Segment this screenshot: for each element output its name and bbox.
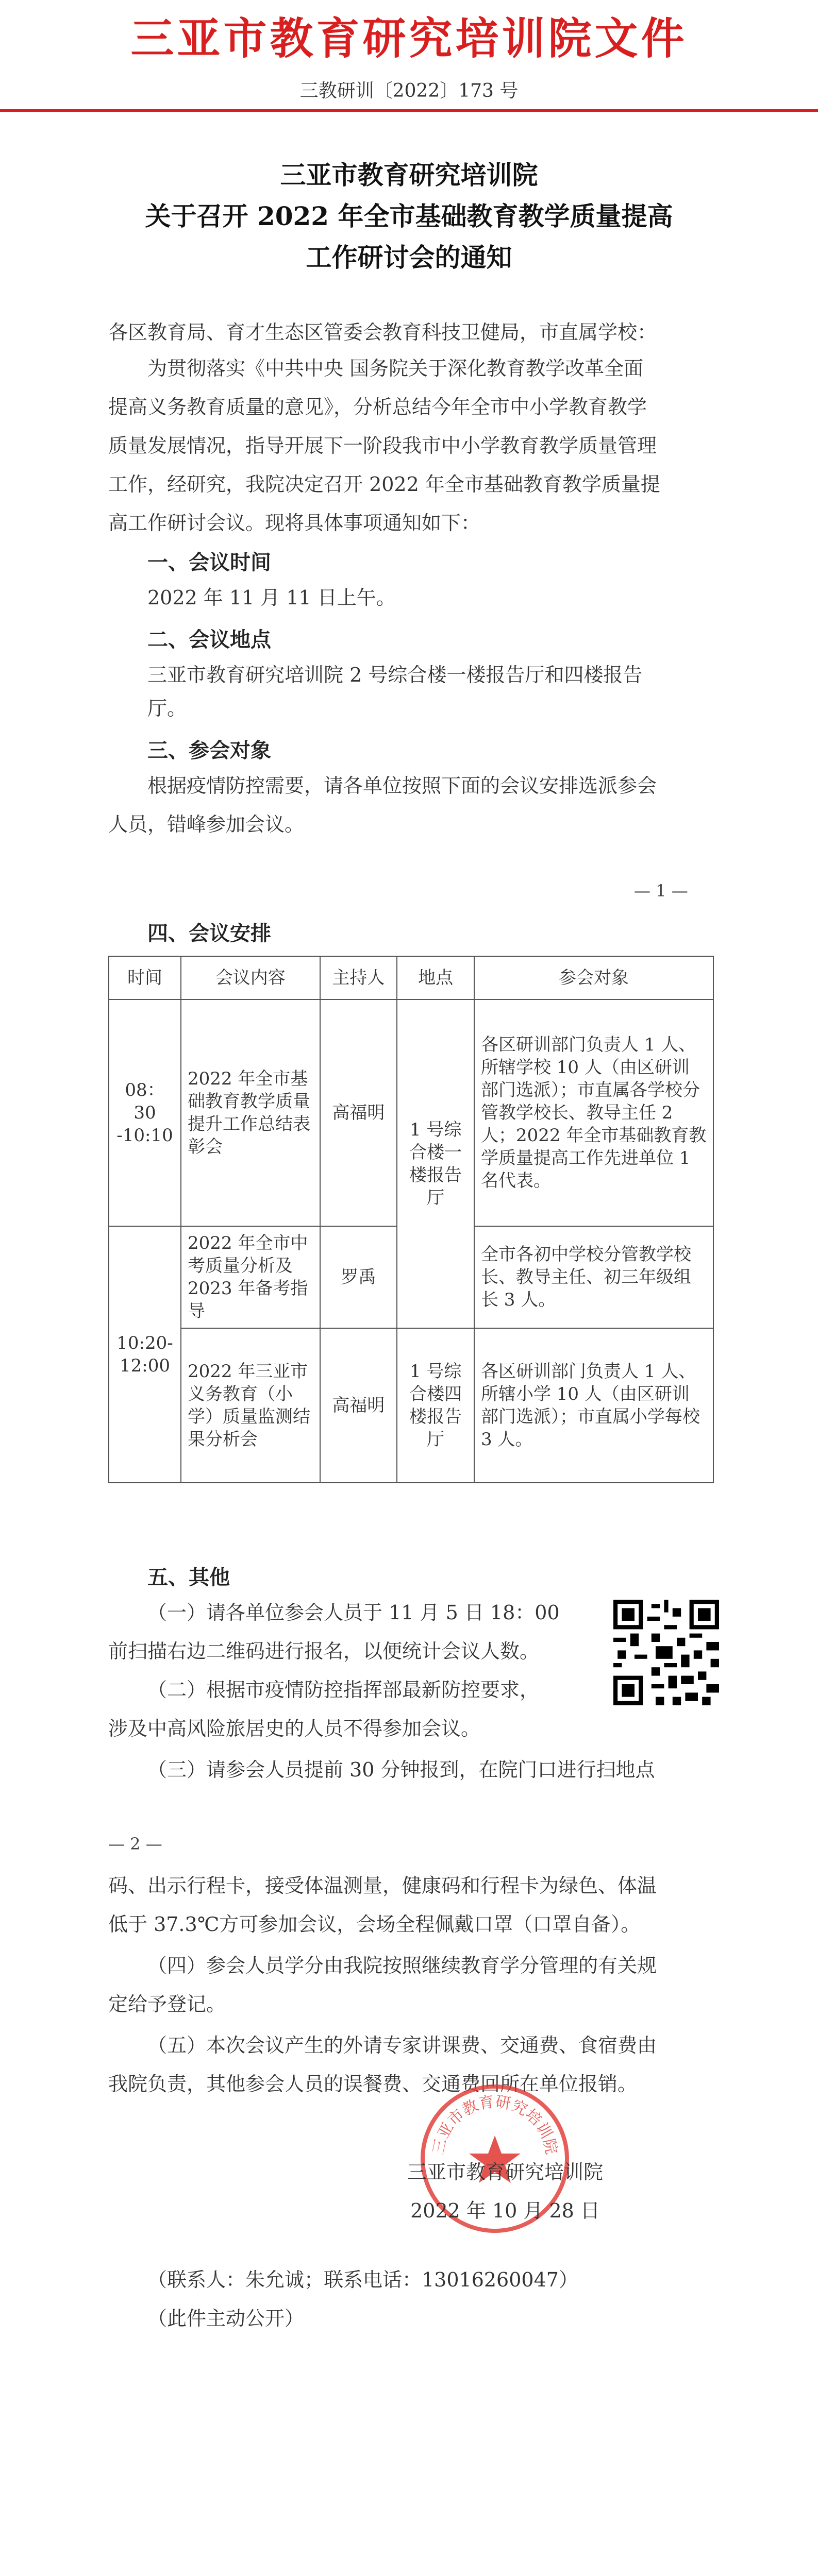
title-line-3: 工作研讨会的通知	[306, 242, 512, 273]
schedule-table	[108, 956, 714, 1483]
cell-host: 罗禹	[320, 1226, 397, 1328]
other-line: （三）请参会人员提前 30 分钟报到，在院门口进行扫地点	[147, 1758, 655, 1781]
cell-content: 2022 年全市基础教育教学质量提升工作总结表彰会	[181, 999, 320, 1226]
contact-info: （联系人：朱允诚；联系电话：13016260047）	[147, 2268, 578, 2291]
section-heading-place: 二、会议地点	[147, 628, 271, 652]
cell-time: 08：30 -10:10	[109, 999, 181, 1226]
other-line: 涉及中高风险旅居史的人员不得参加会议。	[108, 1717, 481, 1740]
table-header: 时间	[109, 956, 181, 999]
cell-time: 10:20- 12:00	[109, 1226, 181, 1483]
meeting-place: 三亚市教育研究培训院 2 号综合楼一楼报告厅和四楼报告	[147, 664, 643, 686]
addressee: 各区教育局、育才生态区管委会教育科技卫健局，市直属学校：	[108, 321, 657, 344]
other-line: 低于 37.3℃方可参加会议，会场全程佩戴口罩（口罩自备）。	[108, 1913, 641, 1936]
table-row	[109, 1328, 713, 1483]
other-line: 定给予登记。	[108, 1993, 226, 2015]
intro-line: 工作，经研究，我院决定召开 2022 年全市基础教育教学质量提	[108, 473, 660, 496]
qr-code-icon[interactable]	[613, 1600, 719, 1705]
other-line: 前扫描右边二维码进行报名，以便统计会议人数。	[108, 1640, 540, 1663]
red-divider	[0, 109, 818, 112]
document-number: 三教研训〔2022〕173 号	[299, 80, 519, 101]
attendees-text: 人员，错峰参加会议。	[108, 813, 305, 836]
cell-attendees: 各区研训部门负责人 1 人、所辖学校 10 人（由区研训部门选派）；市直属各学校分管教学校长、教导主任 2 人；2022 年全市基础教育教学质量提高工作先进单位 1 名代表。	[474, 999, 713, 1226]
section-heading-attendees: 三、参会对象	[147, 739, 271, 762]
table-header: 会议内容	[181, 956, 320, 999]
page-number: — 1 —	[634, 881, 688, 901]
title-line-2: 关于召开 2022 年全市基础教育教学质量提高	[145, 201, 673, 231]
cell-attendees: 全市各初中学校分管教学校长、教导主任、初三年级组长 3 人。	[474, 1226, 713, 1328]
public-notice: （此件主动公开）	[147, 2307, 305, 2330]
attendees-text: 根据疫情防控需要，请各单位按照下面的会议安排选派参会	[147, 774, 657, 797]
cell-place: 1 号综合楼一楼报告厅	[397, 999, 474, 1328]
other-line: （一）请各单位参会人员于 11 月 5 日 18：00	[147, 1601, 560, 1624]
other-line: 我院负责，其他参会人员的误餐费、交通费回所在单位报销。	[108, 2073, 638, 2095]
page-number: — 2 —	[108, 1834, 162, 1854]
signature-org: 三亚市教育研究培训院	[407, 2161, 603, 2183]
title-line-1: 三亚市教育研究培训院	[280, 160, 538, 190]
table-header: 主持人	[320, 956, 397, 999]
cell-place: 1 号综合楼四楼报告厅	[397, 1328, 474, 1483]
cell-host: 高福明	[320, 1328, 397, 1483]
section-heading-schedule: 四、会议安排	[147, 922, 271, 945]
intro-line: 质量发展情况，指导开展下一阶段我市中小学教育教学质量管理	[108, 434, 657, 457]
section-heading-time: 一、会议时间	[147, 551, 271, 574]
table-header-row	[109, 956, 713, 999]
meeting-place: 厅。	[147, 697, 187, 720]
other-line: （五）本次会议产生的外请专家讲课费、交通费、食宿费由	[147, 2034, 657, 2057]
meeting-time: 2022 年 11 月 11 日上午。	[147, 586, 396, 609]
other-line: （四）参会人员学分由我院按照继续教育学分管理的有关规	[147, 1954, 657, 1977]
document-masthead: 三亚市教育研究培训院文件	[130, 13, 688, 64]
intro-line: 高工作研讨会议。现将具体事项通知如下：	[108, 512, 481, 534]
table-row	[109, 999, 713, 1226]
cell-content: 2022 年三亚市义务教育（小学）质量监测结果分析会	[181, 1328, 320, 1483]
other-line: 码、出示行程卡，接受体温测量，健康码和行程卡为绿色、体温	[108, 1874, 657, 1897]
table-header: 地点	[397, 956, 474, 999]
section-heading-other: 五、其他	[147, 1566, 230, 1589]
other-line: （二）根据市疫情防控指挥部最新防控要求，	[147, 1679, 540, 1701]
intro-line: 提高义务教育质量的意见》，分析总结今年全市中小学教育教学	[108, 396, 647, 418]
cell-host: 高福明	[320, 999, 397, 1226]
cell-content: 2022 年全市中考质量分析及 2023 年备考指导	[181, 1226, 320, 1328]
table-header: 参会对象	[474, 956, 713, 999]
signature-date: 2022 年 10 月 28 日	[410, 2199, 600, 2222]
intro-line: 为贯彻落实《中共中央 国务院关于深化教育教学改革全面	[147, 357, 644, 380]
seal-text: 三亚市教育研究培训院	[429, 2093, 561, 2156]
cell-attendees: 各区研训部门负责人 1 人、所辖小学 10 人（由区研训部门选派）；市直属小学每校 3 人。	[474, 1328, 713, 1483]
